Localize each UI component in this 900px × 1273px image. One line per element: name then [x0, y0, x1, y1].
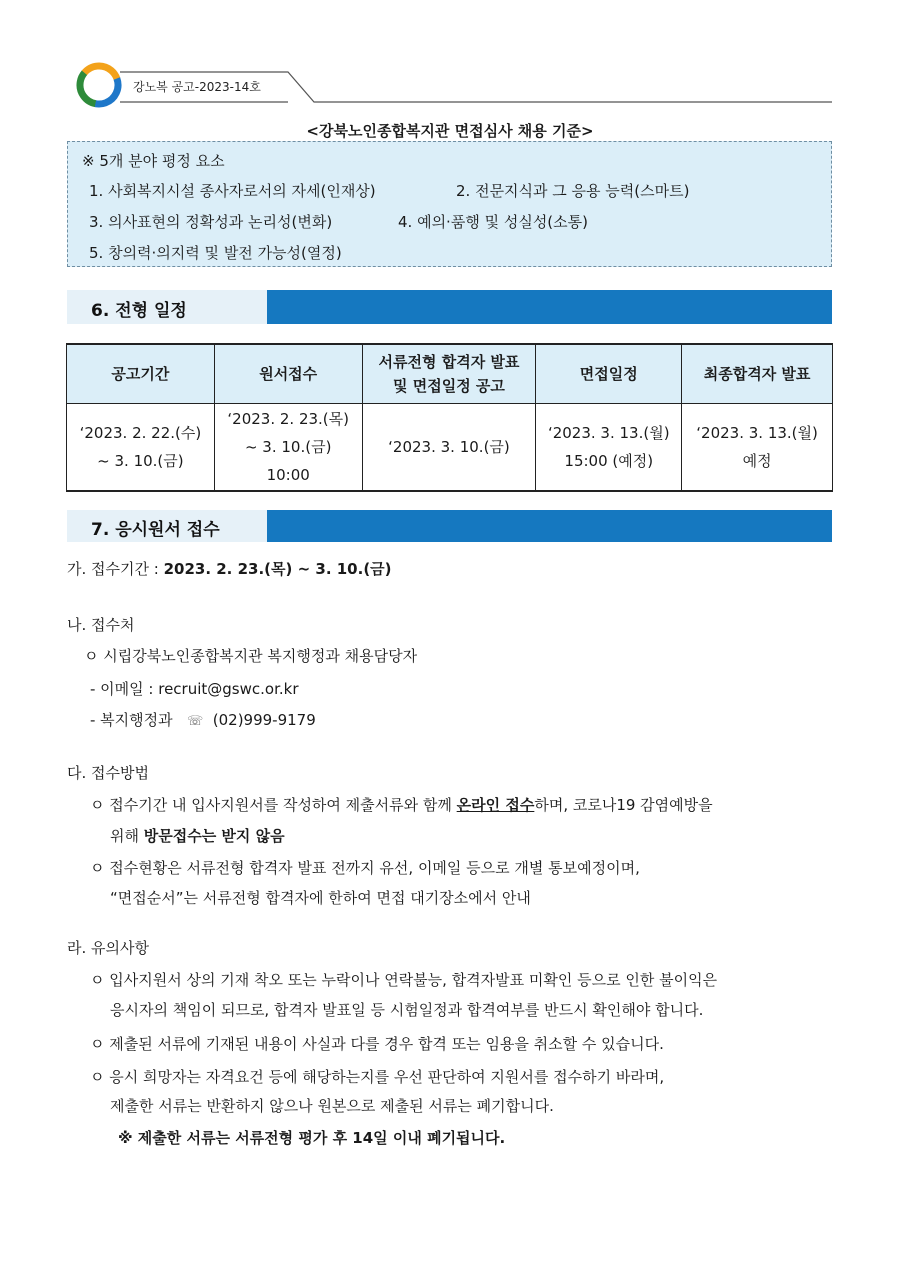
- phone-line: [90, 710, 316, 732]
- table-header-row: [67, 344, 833, 404]
- place-item: ㅇ 시립강북노인종합복지관 복지행정과 채용담당자: [84, 647, 418, 665]
- header-cell-4: 면접일정: [536, 344, 682, 404]
- criteria-item-2: 2. 전문지식과 그 응용 능력(스마트): [456, 182, 690, 200]
- notes-item-3: ㅇ 응시 희망자는 자격요건 등에 해당하는지를 우선 판단하여 지원서를 접수하기 바라며,: [90, 1068, 665, 1086]
- criteria-item-1: 1. 사회복지시설 종사자로서의 자세(인재상): [89, 182, 376, 200]
- logo-icon: [76, 62, 122, 108]
- cell-application: ‘2023. 2. 23.(목) ~ 3. 10.(금) 10:00: [214, 404, 362, 492]
- method-item-1: ㅇ 접수기간 내 입사지원서를 작성하여 제출서류와 함께 온라인 접수하며, 코로나19 감염예방을: [90, 796, 713, 814]
- place-label: 나. 접수처: [67, 616, 135, 634]
- cell-interview: ‘2023. 3. 13.(월) 15:00 (예정): [536, 404, 682, 492]
- notes-item-1-cont: 응시자의 책임이 되므로, 합격자 발표일 등 시험일정과 합격여부를 반드시 확인해야 합니다.: [110, 1001, 704, 1019]
- header-cell-5: 최종합격자 발표: [682, 344, 833, 404]
- phone-icon: ☏: [186, 714, 204, 729]
- criteria-item-5: 5. 창의력·의지력 및 발전 가능성(열정): [89, 244, 342, 262]
- section-7-title: 7. 응시원서 접수: [91, 520, 220, 540]
- header-cell-1: 공고기간: [67, 344, 215, 404]
- document-number: 강노복 공고-2023-14호: [133, 80, 261, 94]
- schedule-table: [66, 343, 833, 492]
- period-value: 2023. 2. 23.(목) ~ 3. 10.(금): [163, 560, 392, 578]
- criteria-heading: ※ 5개 분야 평정 요소: [82, 152, 225, 170]
- phone-number: (02)999-9179: [212, 711, 316, 729]
- notes-item-1: ㅇ 입사지원서 상의 기재 착오 또는 누락이나 연락불능, 합격자발표 미확인 등으로 인한 불이익은: [90, 971, 718, 989]
- period-line: [67, 559, 392, 579]
- method-item-2-cont: “면접순서”는 서류전형 합격자에 한하여 면접 대기장소에서 안내: [110, 889, 531, 907]
- header-cell-2: 원서접수: [214, 344, 362, 404]
- section-6-bar: [67, 290, 832, 324]
- method-item-1-cont: 위해 방문접수는 받지 않음: [110, 827, 285, 845]
- notes-item-3-cont: 제출한 서류는 반환하지 않으나 원본으로 제출된 서류는 폐기합니다.: [110, 1097, 554, 1115]
- table-row: [67, 404, 833, 492]
- notes-item-2: ㅇ 제출된 서류에 기재된 내용이 사실과 다를 경우 합격 또는 임용을 취소할 수 있습니다.: [90, 1035, 664, 1053]
- cell-final-result: ‘2023. 3. 13.(월) 예정: [682, 404, 833, 492]
- cell-announce-period: ‘2023. 2. 22.(수) ~ 3. 10.(금): [67, 404, 215, 492]
- disposal-note: ※ 제출한 서류는 서류전형 평가 후 14일 이내 폐기됩니다.: [118, 1129, 506, 1147]
- notes-label: 라. 유의사항: [67, 939, 149, 957]
- header-cell-3: 서류전형 합격자 발표 및 면접일정 공고: [362, 344, 536, 404]
- criteria-item-3: 3. 의사표현의 정확성과 논리성(변화): [89, 213, 333, 231]
- email-line: - 이메일 : recruit@gswc.or.kr: [90, 680, 299, 698]
- section-6-title: 6. 전형 일정: [91, 301, 187, 321]
- criteria-item-4: 4. 예의·품행 및 성실성(소통): [398, 213, 588, 231]
- section-7-bar: [67, 510, 832, 542]
- criteria-box: [67, 141, 832, 267]
- phone-label: - 복지행정과: [90, 711, 173, 729]
- method-label: 다. 접수방법: [67, 764, 149, 782]
- page-title: <강북노인종합복지관 면접심사 채용 기준>: [306, 122, 594, 140]
- method-item-2: ㅇ 접수현황은 서류전형 합격자 발표 전까지 유선, 이메일 등으로 개별 통보예정이며,: [90, 859, 640, 877]
- period-label: 가. 접수기간 :: [67, 560, 164, 578]
- cell-document-result: ‘2023. 3. 10.(금): [362, 404, 536, 492]
